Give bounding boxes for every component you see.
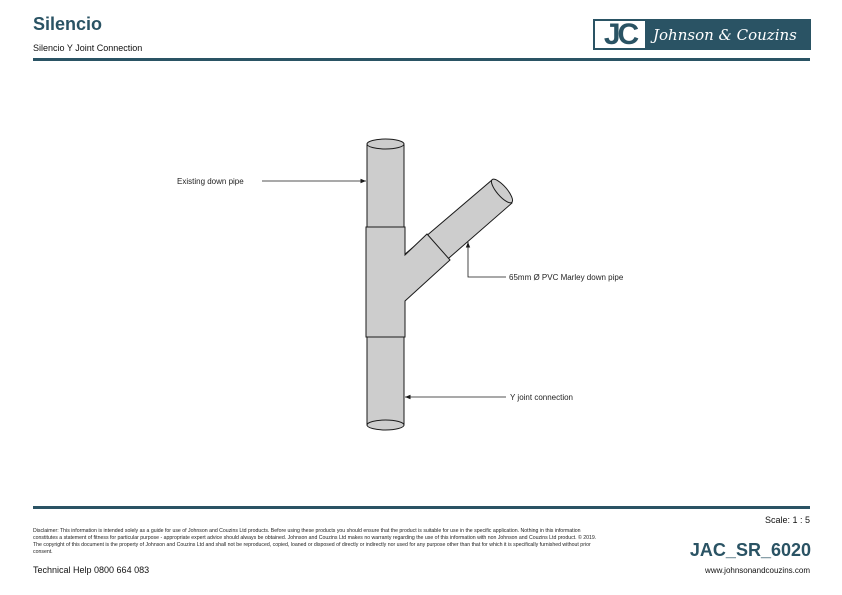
- existing-down-pipe-lower: [367, 337, 404, 425]
- pipe-top-end: [367, 139, 404, 149]
- drawing-code: JAC_SR_6020: [689, 540, 811, 560]
- page-title: Silencio: [33, 14, 103, 34]
- logo-mark: JC: [593, 19, 647, 50]
- scale-label: Scale: 1 : 5: [764, 515, 810, 525]
- page-subtitle: Silencio Y Joint Connection: [33, 43, 143, 53]
- website-link[interactable]: www.johnsonandcouzins.com: [705, 566, 810, 575]
- pipe-bottom-end: [367, 420, 404, 430]
- logo-name: Johnson & Couzins: [653, 25, 797, 44]
- leader-pvc-pipe: [468, 242, 506, 277]
- label-existing-pipe: Existing down pipe: [177, 177, 244, 186]
- disclaimer-text: Disclaimer: This information is intended solely as a guide for use of Johnson and Couzins Ltd products. Before using these products you should ensure that the product is suitable for use in the specific application. Nothing in this information constitutes a statement of fitness for particular purpose - appropriate expert advice should always be obtained. Johnson and Couzins Ltd makes no warranty regarding the use of this information with non Johnson and Couzins Ltd product. © 2019. The copyright of this document is the property of Johnson and Couzins Ltd and shall not be reproduced, copied, loaned or disposed of directly or indirectly nor used for any purpose other than that for which it is specifically furnished without prior consent.: [33, 528, 597, 555]
- label-pvc-pipe: 65mm Ø PVC Marley down pipe: [509, 273, 624, 282]
- label-y-joint: Y joint connection: [510, 393, 574, 402]
- existing-down-pipe-upper: [367, 145, 404, 228]
- technical-help: Technical Help 0800 664 083: [33, 565, 150, 575]
- footer-rule: [33, 506, 810, 509]
